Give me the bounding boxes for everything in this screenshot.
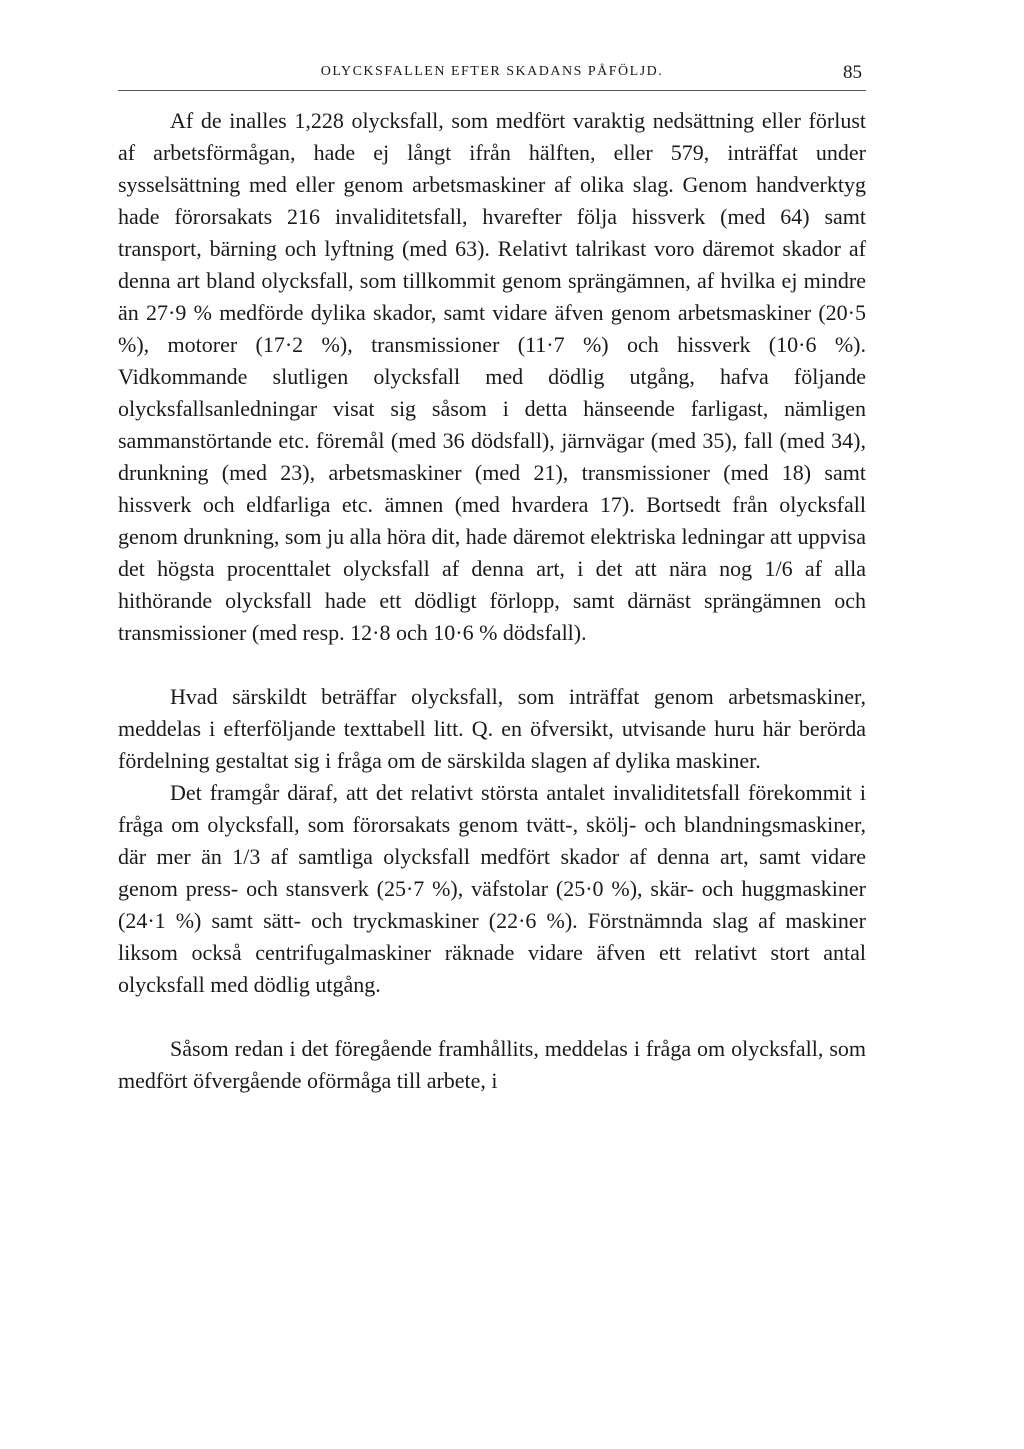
running-title: OLYCKSFALLEN EFTER SKADANS PÅFÖLJD. [320, 64, 664, 79]
page-number: 85 [843, 62, 862, 83]
paragraph-2: Hvad särskildt beträffar olycksfall, som inträffat genom arbetsmaskiner, meddelas i efterföljande texttabell litt. Q. en öfversikt, utvisande huru här berörda fördelning gestaltat sig i fråga om de särskilda slagen af dylika maskiner. [118, 684, 866, 773]
paragraph-4: Såsom redan i det föregående framhållits, meddelas i fråga om olycksfall, som medfört öfvergående oförmåga till arbete, i [118, 1036, 866, 1093]
body-text [118, 105, 866, 1097]
running-header [118, 60, 866, 91]
paragraph-1: Af de inalles 1,228 olycksfall, som medfört varaktig nedsättning eller förlust af arbetsförmågan, hade ej långt ifrån hälften, eller 579, inträffat under sysselsättning med eller genom arbetsmaskiner af olika slag. Genom handverktyg hade förorsakats 216 invaliditetsfall, hvarefter följa hissverk (med 64) samt transport, bärning och lyftning (med 63). Relativt talrikast voro däremot skador af denna art bland olycksfall, som tillkommit genom sprängämnen, af hvilka ej mindre än 27·9 % medförde dylika skador, samt vidare äfven genom arbetsmaskiner (20·5 %), motorer (17·2 %), transmissioner (11·7 %) och hissverk (10·6 %). Vidkommande slutligen olycksfall med dödlig utgång, hafva följande olycksfallsanledningar visat sig såsom i detta hänseende farligast, nämligen sammanstörtande etc. föremål (med 36 dödsfall), järnvägar (med 35), fall (med 34), drunkning (med 23), arbetsmaskiner (med 21), transmissioner (med 18) samt hissverk och eldfarliga etc. ämnen (med hvardera 17). Bortsedt från olycksfall genom drunkning, som ju alla höra dit, hade däremot elektriska ledningar att uppvisa det högsta procenttalet olycksfall af denna art, i det att nära nog 1/6 af alla hithörande olycksfall hade ett dödligt förlopp, samt därnäst sprängämnen och transmissioner (med resp. 12·8 och 10·6 % dödsfall). [118, 108, 866, 645]
book-page [118, 60, 866, 1097]
paragraph-3: Det framgår däraf, att det relativt största antalet invaliditetsfall förekommit i fråga om olycksfall, som förorsakats genom tvätt-, skölj- och blandningsmaskiner, där mer än 1/3 af samtliga olycksfall medfört skador af denna art, samt vidare genom press- och stansverk (25·7 %), väfstolar (25·0 %), skär- och huggmaskiner (24·1 %) samt sätt- och tryckmaskiner (22·6 %). Förstnämnda slag af maskiner liksom också centrifugalmaskiner räknade vidare äfven ett relativt stort antal olycksfall med dödlig utgång. [118, 780, 866, 997]
